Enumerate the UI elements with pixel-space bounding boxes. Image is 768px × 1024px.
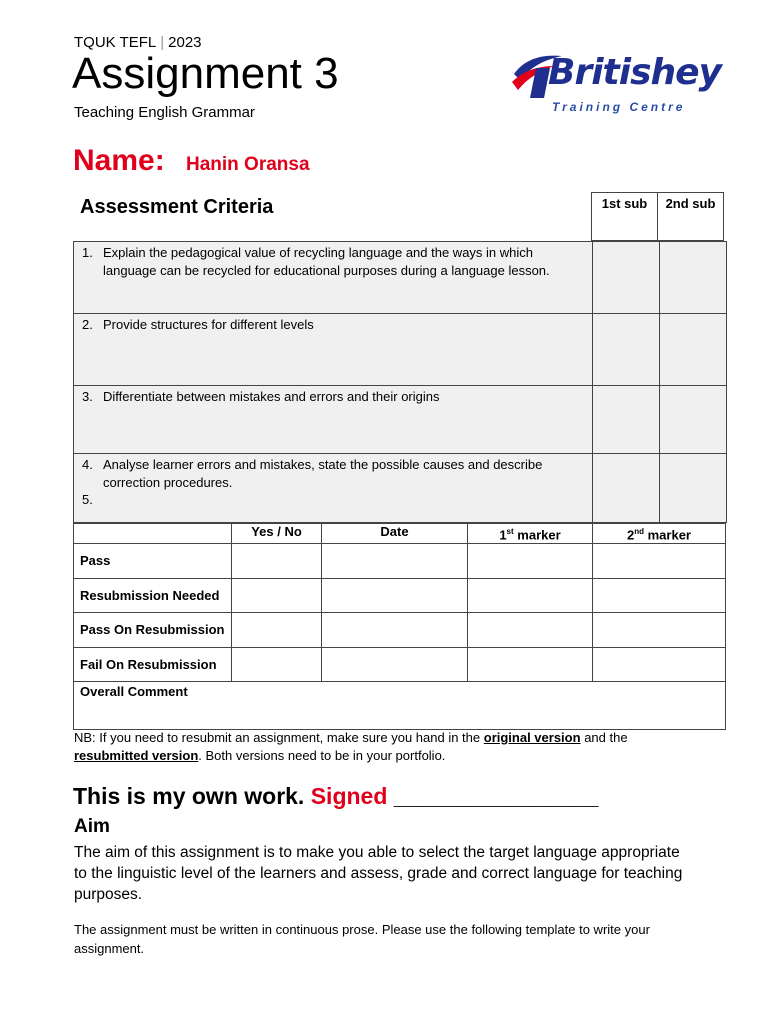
yes-no-header: Yes / No [232,524,322,544]
nb-suffix: . Both versions need to be in your portfolio. [198,748,446,763]
second-marker-cell[interactable] [593,613,726,648]
signed-label: Signed [310,783,388,809]
first-sub-cell[interactable] [593,242,660,314]
criteria-number: 5. [82,492,93,507]
overall-comment-row [74,682,726,730]
criteria-number: 2. [82,317,93,332]
nb-original-version: original version [483,730,581,745]
aim-text: The aim of this assignment is to make you able to select the target language appropriate to the linguistic level of the learners and assess, grade and correct language for teaching purposes. [74,844,683,903]
second-sub-header: 2nd sub [658,193,724,241]
criteria-row [74,314,727,386]
overall-comment-cell[interactable]: Overall Comment [74,682,726,730]
assignment-subtitle: Teaching English Grammar [74,104,255,121]
criteria-row [74,386,727,454]
header-year: 2023 [168,34,202,51]
declaration [73,783,598,810]
first-marker-cell[interactable] [468,613,593,648]
table-row [74,544,726,579]
criteria-text: Differentiate between mistakes and errors and their origins [103,389,440,404]
criteria-number: 1. [82,245,93,260]
criteria-table [73,241,727,523]
row-label-resubmission: Resubmission Needed [74,578,232,613]
second-sub-cell[interactable] [660,386,727,454]
marking-header-row [74,524,726,544]
name-label: Name: [73,144,165,177]
date-cell[interactable] [322,544,468,579]
date-cell[interactable] [322,578,468,613]
first-marker-cell[interactable] [468,578,593,613]
second-marker-cell[interactable] [593,578,726,613]
criteria-cell [74,314,593,386]
criteria-cell [74,386,593,454]
name-value: Hanin Oransa [186,154,310,175]
second-sub-cell[interactable] [660,314,727,386]
org-name: TQUK TEFL [74,34,157,51]
header-separator: | [160,34,165,51]
blank-header-cell [74,524,232,544]
table-row [74,578,726,613]
nb-mid: and the [584,730,628,745]
criteria-cell [74,454,593,523]
date-cell[interactable] [322,613,468,648]
nb-prefix: NB: If you need to resubmit an assignment, make sure you hand in the [74,730,481,745]
date-cell[interactable] [322,647,468,682]
britishey-logo [510,50,735,122]
date-header: Date [322,524,468,544]
declaration-text: This is my own work. [73,783,305,809]
row-label-fail-resubmission: Fail On Resubmission [74,647,232,682]
criteria-row [74,242,727,314]
logo-subtitle: Training Centre [552,100,686,114]
template-note: The assignment must be written in continuous prose. Please use the following template to write your assignment. [74,922,650,956]
second-sub-cell[interactable] [660,242,727,314]
yes-no-cell[interactable] [232,578,322,613]
first-marker-cell[interactable] [468,647,593,682]
assignment-title: Assignment 3 [72,49,339,98]
table-row [74,647,726,682]
criteria-text: Explain the pedagogical value of recycling language and the ways in which language can be recycled for educational purposes during a language lesson. [103,245,550,278]
marking-table [73,523,726,730]
second-marker-cell[interactable] [593,544,726,579]
submission-header-table [591,192,724,241]
criteria-row [74,454,727,523]
second-sub-cell[interactable] [660,454,727,523]
yes-no-cell[interactable] [232,647,322,682]
criteria-text: Analyse learner errors and mistakes, state the possible causes and describe correction procedures. [103,457,543,490]
first-sub-cell[interactable] [593,454,660,523]
aim-heading: Aim [74,816,110,837]
criteria-text: Provide structures for different levels [103,317,314,332]
first-sub-cell[interactable] [593,314,660,386]
first-sub-header: 1st sub [592,193,658,241]
yes-no-cell[interactable] [232,613,322,648]
criteria-number: 4. [82,457,93,472]
row-label-pass-resubmission: Pass On Resubmission [74,613,232,648]
row-label-pass: Pass [74,544,232,579]
first-sub-cell[interactable] [593,386,660,454]
first-marker-header: 1st marker [468,524,593,544]
criteria-number: 3. [82,389,93,404]
second-marker-header: 2nd marker [593,524,726,544]
first-marker-cell[interactable] [468,544,593,579]
assessment-criteria-title: Assessment Criteria [80,196,274,218]
signature-line[interactable]: ________________ [393,783,599,809]
criteria-cell [74,242,593,314]
nb-resubmitted-version: resubmitted version [74,748,199,763]
second-marker-cell[interactable] [593,647,726,682]
logo-wordmark: Britishey [548,52,722,93]
yes-no-cell[interactable] [232,544,322,579]
table-row [74,613,726,648]
nb-note [74,729,714,765]
